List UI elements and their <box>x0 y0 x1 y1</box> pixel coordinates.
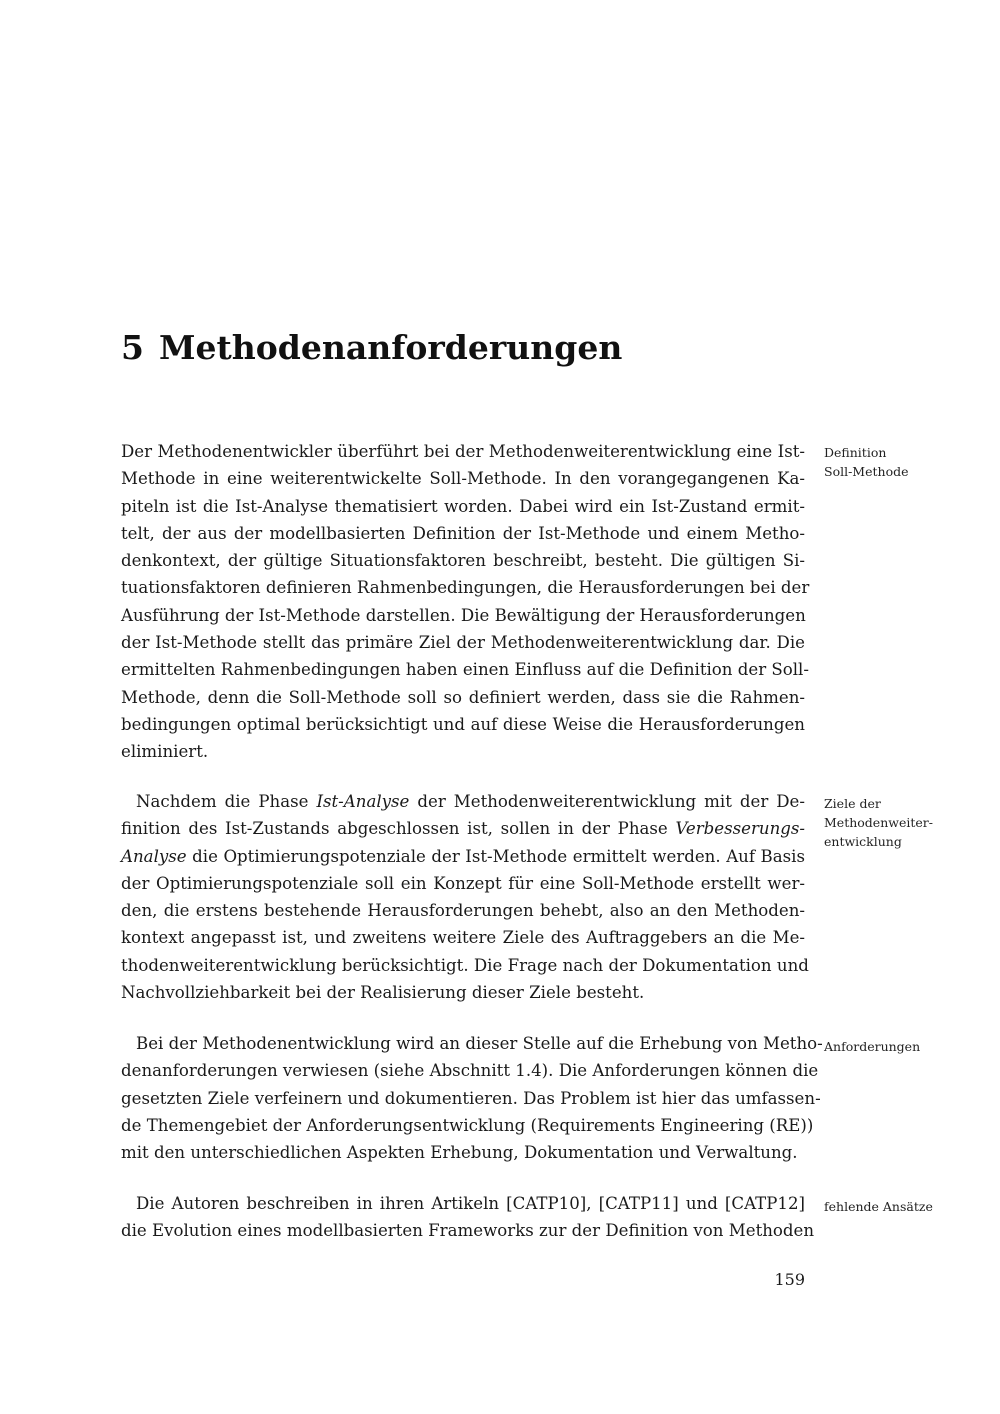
emphasis: Verbesserungs- <box>675 819 805 839</box>
margin-note-requirements <box>824 1037 974 1056</box>
text-line: Methode, denn die Soll-Methode soll so definiert werden, dass sie die Rahmen- <box>121 687 805 707</box>
text-line: der Ist-Methode stellt das primäre Ziel der Methodenweiterentwicklung dar. Die <box>121 633 805 653</box>
text-line: die Evolution eines modellbasierten Frameworks zur der Definition von Methoden <box>121 1221 815 1241</box>
text-line: tuationsfaktoren definieren Rahmenbedingungen, die Herausforderungen bei der <box>121 578 810 598</box>
emphasis: Analyse <box>121 846 187 866</box>
text-line: Bei der Methodenentwicklung wird an dieser Stelle auf die Erhebung von Metho- <box>136 1034 823 1053</box>
paragraph-4 <box>121 1190 815 1245</box>
margin-note-line: Methodenweiter- <box>824 815 933 830</box>
text-line: ermittelten Rahmenbedingungen haben einen Einfluss auf die Definition der Soll- <box>121 660 809 680</box>
margin-note-line: fehlende Ansätze <box>824 1199 933 1214</box>
text-line: Der Methodenentwickler überführt bei der Methodenweiterentwicklung eine Ist- <box>121 442 805 461</box>
text-line: Die Autoren beschreiben in ihren Artikeln [CATP10], [CATP11] und [CATP12] <box>136 1194 805 1213</box>
text-line: bedingungen optimal berücksichtigt und auf diese Weise die Herausforderungen <box>121 714 805 734</box>
text-line: telt, der aus der modellbasierten Definition der Ist-Methode und einem Metho- <box>121 523 805 543</box>
chapter-title: Methodenanforderungen <box>159 328 623 367</box>
margin-note-line: Anforderungen <box>824 1039 921 1054</box>
margin-note-line: Soll-Methode <box>824 464 909 479</box>
text-line: kontext angepasst ist, und zweitens weitere Ziele des Auftraggebers an die Me- <box>121 928 805 948</box>
text-line: thodenweiterentwicklung berücksichtigt. Die Frage nach der Dokumentation und <box>121 955 809 975</box>
text-line: finition des Ist-Zustands abgeschlossen ist, sollen in der Phase Verbesserungs- <box>121 819 805 839</box>
margin-note-line: entwicklung <box>824 834 902 849</box>
text-line: Ausführung der Ist-Methode darstellen. Die Bewältigung der Herausforderungen <box>121 605 806 625</box>
paragraph-2 <box>121 788 809 1006</box>
text-line: Methode in eine weiterentwickelte Soll-Methode. In den vorangegangenen Ka- <box>121 469 805 489</box>
chapter-number: 5 <box>121 328 144 367</box>
text-line: de Themengebiet der Anforderungsentwicklung (Requirements Engineering (RE)) <box>121 1115 814 1135</box>
text-line: piteln ist die Ist-Analyse thematisiert worden. Dabei wird ein Ist-Zustand ermit- <box>121 496 805 516</box>
text-line: gesetzten Ziele verfeinern und dokumentieren. Das Problem ist hier das umfassen- <box>121 1088 821 1108</box>
paragraph-3 <box>121 1030 823 1166</box>
text-line: Analyse die Optimierungspotenziale der Ist-Methode ermittelt werden. Auf Basis <box>121 846 805 866</box>
text-line: mit den unterschiedlichen Aspekten Erhebung, Dokumentation und Verwaltung. <box>121 1143 798 1163</box>
page-number: 159 <box>774 1270 805 1289</box>
text-line: den, die erstens bestehende Herausforderungen behebt, also an den Methoden- <box>121 901 805 921</box>
paragraph-1 <box>121 438 810 766</box>
text-line: Nachvollziehbarkeit bei der Realisierung dieser Ziele besteht. <box>121 983 645 1003</box>
text-line: denkontext, der gültige Situationsfaktoren beschreibt, besteht. Die gültigen Si- <box>121 551 805 571</box>
emphasis: Ist-Analyse <box>316 792 410 811</box>
chapter-heading <box>121 326 622 370</box>
margin-note-missing-approaches <box>824 1197 974 1216</box>
margin-note-definition <box>824 443 974 481</box>
margin-note-goals <box>824 794 974 851</box>
text-line: Nachdem die Phase Ist-Analyse der Methodenweiterentwicklung mit der De- <box>136 792 805 811</box>
margin-note-line: Ziele der <box>824 796 881 811</box>
text-line: denanforderungen verwiesen (siehe Abschnitt 1.4). Die Anforderungen können die <box>121 1061 819 1081</box>
text-line: eliminiert. <box>121 742 209 762</box>
margin-note-line: Definition <box>824 445 887 460</box>
text-line: der Optimierungspotenziale soll ein Konzept für eine Soll-Methode erstellt wer- <box>121 873 805 893</box>
